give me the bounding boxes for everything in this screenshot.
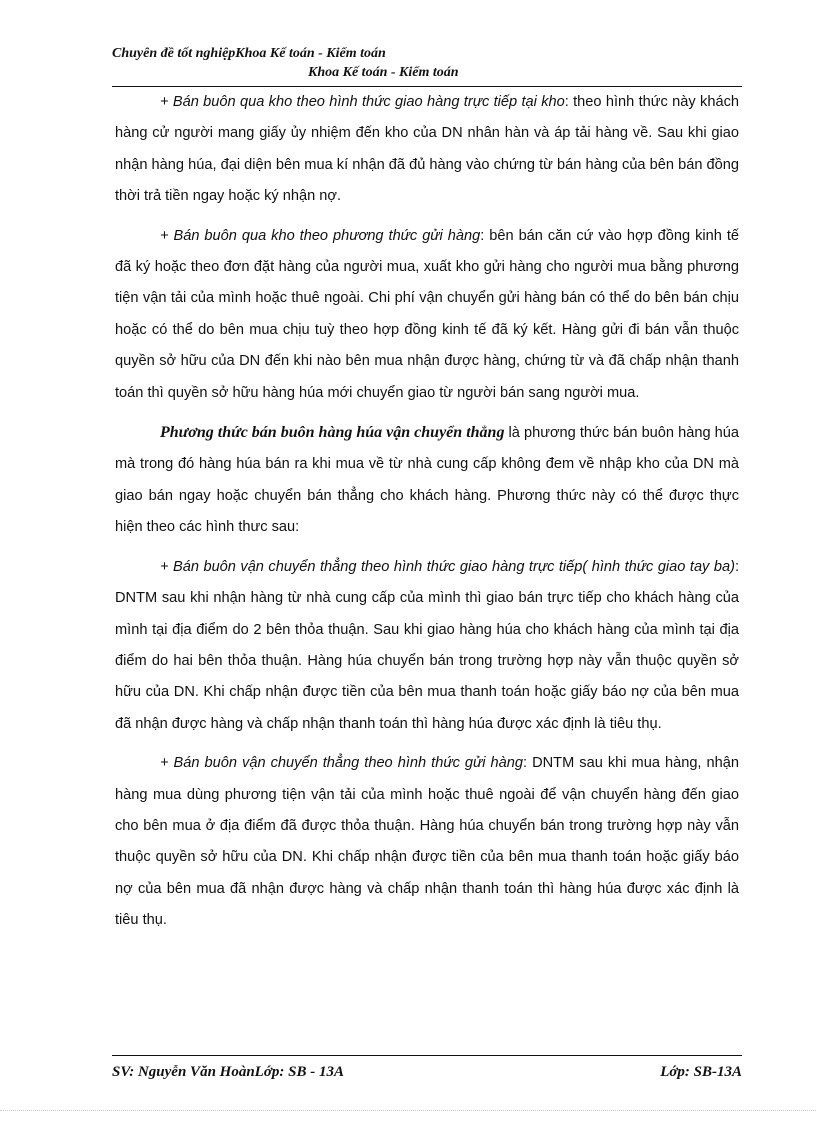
paragraph-direct-transport-method <box>115 417 739 544</box>
paragraph-lead: + Bán buôn vận chuyển thẳng theo hình thức gửi hàng <box>160 755 524 772</box>
document-body <box>115 87 739 937</box>
paragraph-lead: Phương thức bán buôn hàng húa vận chuyển thẳng <box>160 424 505 442</box>
paragraph-lead: + Bán buôn qua kho theo hình thức giao hàng trực tiếp tại kho <box>160 94 565 110</box>
paragraph-direct-transport-shipping <box>115 748 739 936</box>
footer-divider <box>112 1055 742 1056</box>
header-department-line: Khoa Kế toán - Kiểm toán <box>308 65 459 80</box>
paragraph-three-party-delivery <box>115 552 739 740</box>
footer-student: SV: Nguyễn Văn HoànLớp: SB - 13A <box>112 1064 344 1080</box>
paragraph-text: : DNTM sau khi nhận hàng từ nhà cung cấp của mình thì giao bán trực tiếp cho khách hàng của mình tại địa điểm do 2 bên thỏa thuận. Sau khi giao hàng húa cho khách hàng của mình tại địa điểm do hai bên thỏa thuận. Hàng húa chuyển bán trong trường hợp này vẫn thuộc quyền sở hữu của DN. Khi chấp nhận được tiền của bên mua thanh toán hoặc giấy báo nợ của bên mua đã nhận được hàng và chấp nhận thanh toán thì hàng húa được xác định là tiêu thụ. <box>115 558 739 732</box>
page-header <box>112 44 744 82</box>
paragraph-text: : theo hình thức này khách hàng cử người mang giấy ủy nhiệm đến kho của DN nhân hàn và áp tải hàng về. Sau khi giao nhận hàng húa, đại diện bên mua kí nhận đã đủ hàng vào chứng từ bán hàng của bên bán đồng thời trả tiền ngay hoặc ký nhận nợ. <box>115 94 739 205</box>
paragraph-wholesale-shipping <box>115 221 739 409</box>
paragraph-lead: + Bán buôn qua kho theo phương thức gửi hàng <box>160 227 481 244</box>
footer-class: Lớp: SB-13A <box>660 1064 742 1080</box>
page-edge-divider <box>0 1110 816 1111</box>
page-footer <box>112 1062 742 1082</box>
paragraph-lead: + Bán buôn vận chuyển thẳng theo hình thức giao hàng trực tiếp( hình thức giao tay ba) <box>160 558 735 575</box>
header-title-line: Chuyên đề tốt nghiệpKhoa Kế toán - Kiểm toán <box>112 46 386 61</box>
paragraph-text: : DNTM sau khi mua hàng, nhận hàng mua dùng phương tiện vận tải của mình hoặc thuê ngoài để vận chuyển hàng đến giao cho bên mua ở địa điểm đã được thỏa thuận. Hàng húa chuyển bán trong trường hợp này vẫn thuộc quyền sở hữu của DN. Khi chấp nhận được tiền của bên mua thanh toán hoặc giấy báo nợ của bên mua đã nhận được hàng và chấp nhận thanh toán thì hàng húa được xác định là tiêu thụ. <box>115 755 739 929</box>
paragraph-text: là phương thức bán buôn hàng húa mà trong đó hàng húa bán ra khi mua về từ nhà cung cấp không đem về nhập kho của DN mà giao bán ngay hoặc chuyển bán thẳng cho khách hàng. Phương thức này có thể được thực hiện theo các hình thưc sau: <box>115 425 739 536</box>
paragraph-text: : bên bán căn cứ vào hợp đồng kinh tế đã ký hoặc theo đơn đặt hàng của người mua, xuất kho gửi hàng cho người mua bằng phương tiện vận tải của mình hoặc thuê ngoài. Chi phí vận chuyển gửi hàng bán có thể do bên bán chịu hoặc có thể do bên mua chịu tuỳ theo hợp đồng kinh tế đã ký kết. Hàng gửi đi bán vẫn thuộc quyền sở hữu của DN đến khi nào bên mua nhận được hàng, chứng từ và đã chấp nhận thanh toán thì quyền sở hữu hàng húa mới chuyển giao từ người bán sang người mua. <box>115 227 739 401</box>
paragraph-wholesale-direct-delivery <box>115 87 739 213</box>
